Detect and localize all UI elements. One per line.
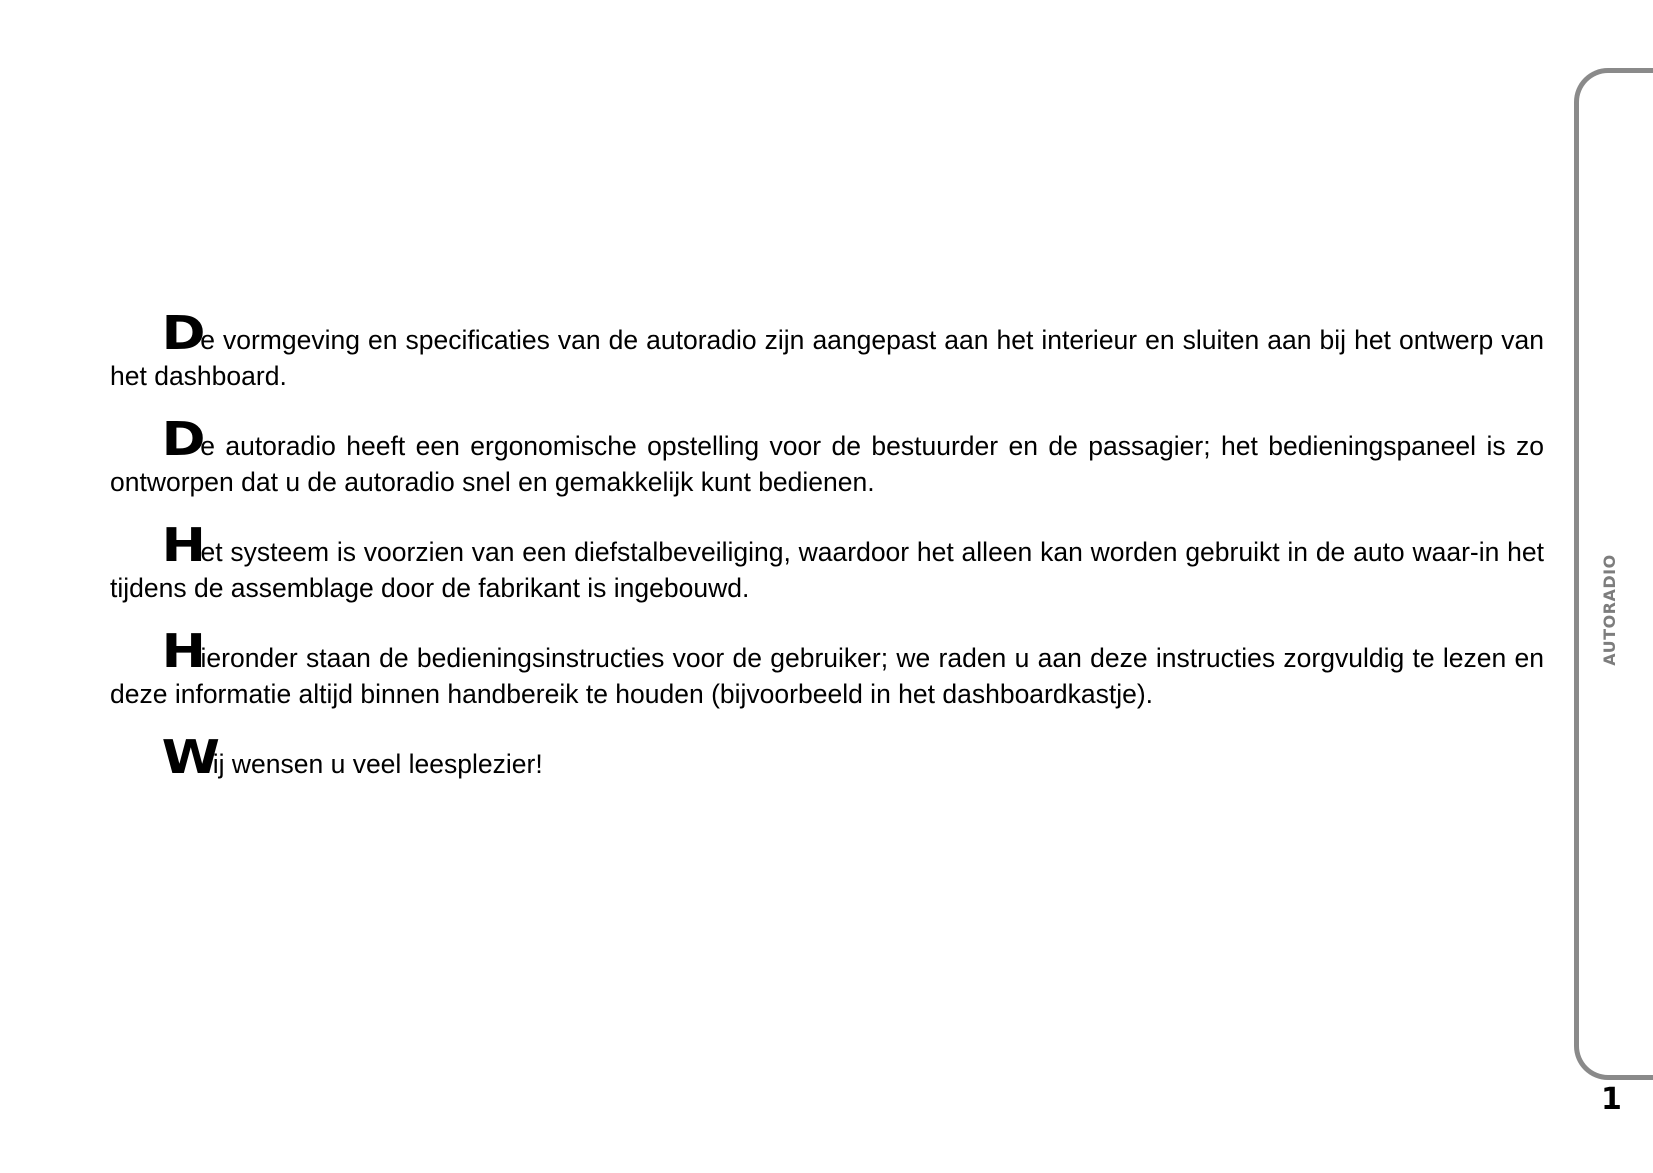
section-tab-label: AUTORADIO xyxy=(1599,554,1619,666)
drop-cap: D xyxy=(161,306,205,360)
paragraph-text: e autoradio heeft een ergonomische opstelling voor de bestuurder en de passagier; het bedieningspaneel is zo ontworpen dat u de autoradio snel en gemakkelijk kunt bedienen. xyxy=(110,431,1544,497)
paragraph-text: et systeem is voorzien van een diefstalbeveiliging, waardoor het alleen kan worden gebruikt in de auto waar-in het tijdens de assemblage door de fabrikant is ingebouwd. xyxy=(110,537,1544,603)
paragraph-text: e vormgeving en specificaties van de autoradio zijn aangepast aan het interieur en sluiten aan bij het ontwerp van het dashboard. xyxy=(110,325,1544,391)
paragraph-closing xyxy=(110,730,1544,784)
drop-cap: D xyxy=(161,412,205,466)
document-body xyxy=(110,306,1544,812)
paragraph-ergonomics xyxy=(110,412,1544,500)
drop-cap: H xyxy=(161,624,205,678)
paragraph-instructions xyxy=(110,624,1544,712)
drop-cap: W xyxy=(161,730,219,784)
page-number: 1 xyxy=(1601,1082,1622,1117)
drop-cap: H xyxy=(161,518,205,572)
paragraph-text: ieronder staan de bedieningsinstructies voor de gebruiker; we raden u aan deze instructies zorgvuldig te lezen en deze informatie altijd binnen handbereik te houden (bijvoorbeeld in het dashboardkastje). xyxy=(110,643,1544,709)
paragraph-theft-protection xyxy=(110,518,1544,606)
paragraph-design xyxy=(110,306,1544,394)
paragraph-text: ij wensen u veel leesplezier! xyxy=(212,749,543,779)
